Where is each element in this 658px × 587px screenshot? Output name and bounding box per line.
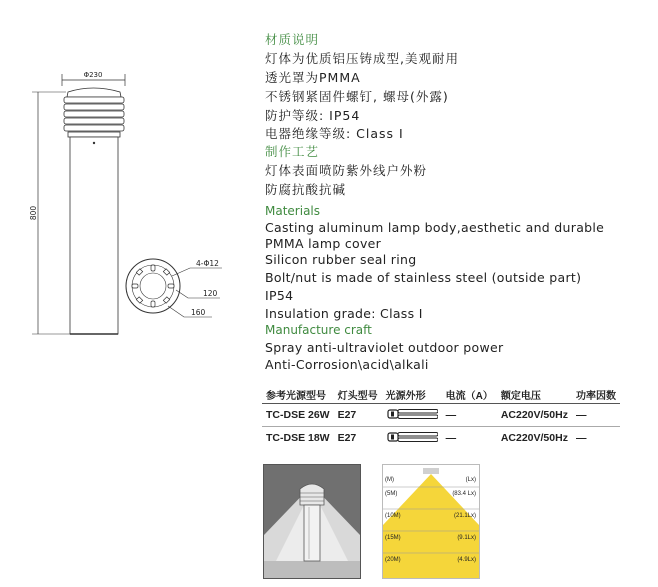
cfl-lamp-icon xyxy=(386,408,438,420)
material-cn-line-3: 不锈钢紧固件螺钉, 螺母(外露) xyxy=(265,89,449,104)
material-en-line-3: Silicon rubber seal ring xyxy=(265,252,417,267)
table-row xyxy=(262,404,620,427)
col-voltage: 额定电压 xyxy=(497,386,572,404)
heading-craft-cn: 制作工艺 xyxy=(265,144,320,159)
material-cn-line-2: 透光罩为PMMA xyxy=(265,70,361,85)
bolts-leader xyxy=(172,268,222,276)
material-en-line-2: PMMA lamp cover xyxy=(265,236,382,251)
cell-model: TC-DSE 26W xyxy=(266,409,330,421)
light-source-table xyxy=(262,386,620,449)
cell-voltage: AC220V/50Hz xyxy=(497,427,572,450)
lux-value: (83.4 Lx) xyxy=(452,491,476,497)
cell-socket: E27 xyxy=(334,427,382,450)
distance-label: (15M) xyxy=(385,535,401,541)
lux-value: (Lx) xyxy=(465,477,476,483)
cell-model: TC-DSE 18W xyxy=(262,427,334,450)
lamp-body xyxy=(70,137,118,334)
lux-row xyxy=(383,533,479,553)
body-screw xyxy=(93,142,95,144)
cell-power-factor: — xyxy=(575,409,587,421)
dim-160-label: 160 xyxy=(191,308,206,317)
distance-label: (20M) xyxy=(385,557,401,563)
material-cn-line-5: 电器绝缘等级: Class I xyxy=(265,126,404,141)
cell-current: — xyxy=(445,409,457,421)
cell-power-factor: — xyxy=(572,427,620,450)
lux-value: (4.9Lx) xyxy=(457,557,476,563)
heading-craft-en: Manufacture craft xyxy=(265,323,372,337)
col-socket: 灯头型号 xyxy=(334,386,382,404)
material-en-line-5: IP54 xyxy=(265,288,294,303)
illuminance-diagram xyxy=(382,464,480,579)
distance-label: (M) xyxy=(385,477,394,483)
material-en-line-4: Bolt/nut is made of stainless steel (outside part) xyxy=(265,270,582,285)
craft-en-line-2: Anti-Corrosion\acid\alkali xyxy=(265,357,429,372)
lux-row xyxy=(383,555,479,575)
bollard-technical-drawing xyxy=(0,0,250,587)
width-dimension-label: Φ230 xyxy=(83,71,103,79)
material-en-line-6: Insulation grade: Class I xyxy=(265,306,423,321)
craft-en-line-1: Spray anti-ultraviolet outdoor power xyxy=(265,340,504,355)
dim-160-leader xyxy=(168,306,212,317)
bollard-light-scene xyxy=(264,465,360,578)
col-shape: 光源外形 xyxy=(382,386,442,404)
material-cn-line-1: 灯体为优质铝压铸成型,美观耐用 xyxy=(265,51,459,66)
craft-cn-line-2: 防腐抗酸抗碱 xyxy=(265,182,347,197)
heading-material-cn: 材质说明 xyxy=(265,32,320,47)
craft-cn-line-1: 灯体表面喷防紫外线户外粉 xyxy=(265,163,428,178)
table-header-row xyxy=(262,386,620,404)
dim-120-label: 120 xyxy=(203,289,218,298)
distance-label: (5M) xyxy=(385,491,398,497)
lighting-effect-illustration xyxy=(263,464,361,579)
lux-value: (21.1Lx) xyxy=(453,513,476,519)
material-en-line-1: Casting aluminum lamp body,aesthetic and durable xyxy=(265,220,605,235)
col-current: 电流（A） xyxy=(442,386,497,404)
lux-row xyxy=(383,489,479,509)
lux-value: (9.1Lx) xyxy=(457,535,476,541)
col-power-factor: 功率因数 xyxy=(572,386,620,404)
heading-materials-en: Materials xyxy=(265,204,321,218)
material-cn-line-4: 防护等级: IP54 xyxy=(265,108,361,123)
cell-voltage: AC220V/50Hz xyxy=(500,409,568,421)
cell-shape xyxy=(382,404,442,427)
lamp-head-louvers xyxy=(64,88,124,137)
cell-current: — xyxy=(442,427,497,450)
cell-shape xyxy=(382,427,442,450)
distance-label: (10M) xyxy=(385,513,401,519)
col-lamp-model: 参考光源型号 xyxy=(262,386,334,404)
lux-row xyxy=(383,511,479,531)
cfl-lamp-icon xyxy=(386,431,438,443)
table-row xyxy=(262,427,620,450)
height-dimension-label: 800 xyxy=(29,205,38,221)
base-plate-view xyxy=(126,259,180,313)
bolts-label: 4-Φ12 xyxy=(196,259,219,268)
cell-socket: E27 xyxy=(337,409,357,421)
